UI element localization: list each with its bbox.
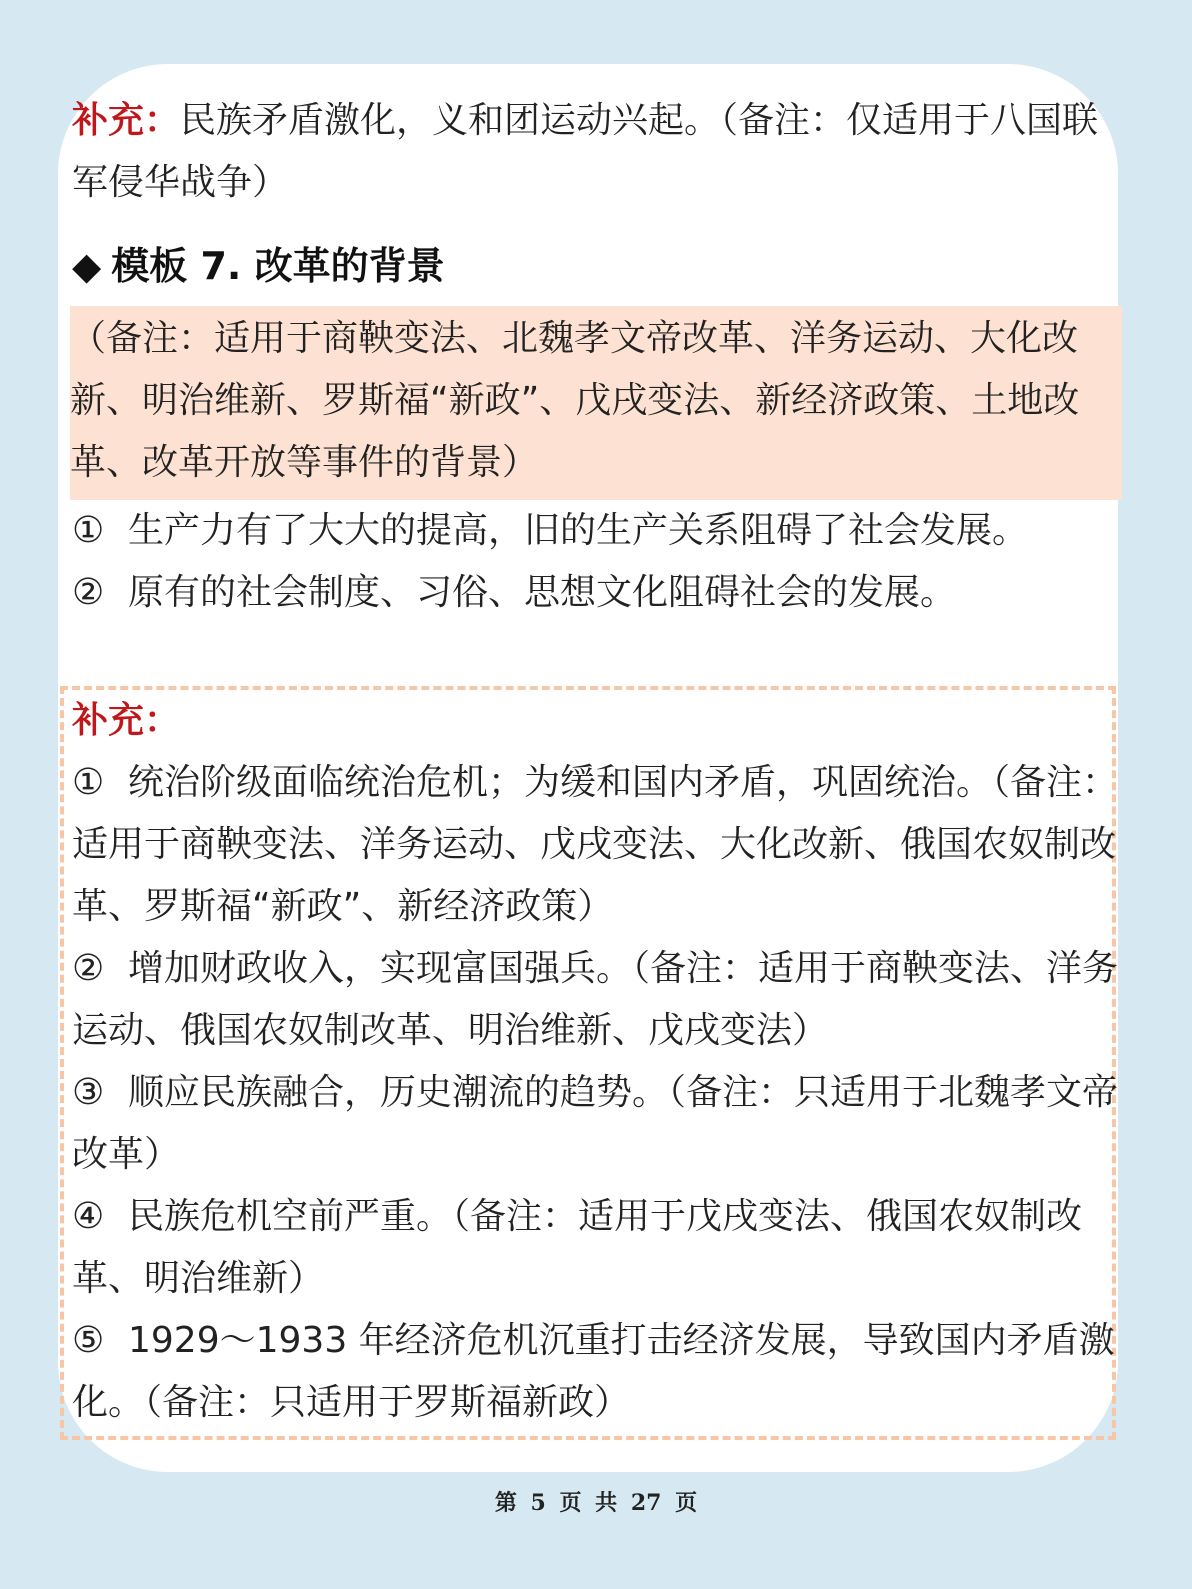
item-text: 顺应民族融合，历史潮流的趋势。（备注：只适用于北魏孝文帝改革） <box>72 1072 1119 1175</box>
item-number: ③ <box>72 1072 105 1113</box>
list-item <box>72 752 1122 938</box>
item-text: 增加财政收入，实现富国强兵。（备注：适用于商鞅变法、洋务运动、俄国农奴制改革、明治维新、戊戌变法） <box>72 948 1119 1051</box>
item-text: 原有的社会制度、习俗、思想文化阻碍社会的发展。 <box>128 572 957 613</box>
list-item <box>72 562 1122 624</box>
list-item <box>72 500 1122 562</box>
page-number: 第 5 页 共 27 页 <box>494 1490 698 1516</box>
supplement-label: 补充： <box>72 100 181 141</box>
list-item <box>72 1186 1122 1310</box>
diamond-icon: ◆ <box>72 244 102 288</box>
main-content <box>72 90 1122 624</box>
supplement-text: 民族矛盾激化，义和团运动兴起。（备注：仅适用于八国联军侵华战争） <box>72 100 1099 203</box>
item-text: 统治阶级面临统治危机；为缓和国内矛盾，巩固统治。（备注：适用于商鞅变法、洋务运动、戊戌变法、大化改新、俄国农奴制改革、罗斯福“新政”、新经济政策） <box>72 762 1119 927</box>
section-heading <box>72 238 1122 294</box>
note-text: （备注：适用于商鞅变法、北魏孝文帝改革、洋务运动、大化改新、明治维新、罗斯福“新政”、戊戌变法、新经济政策、土地改革、改革开放等事件的背景） <box>70 318 1080 483</box>
item-number: ④ <box>72 1196 105 1237</box>
top-supplement <box>72 90 1122 214</box>
supplement-box-label: 补充： <box>72 700 181 741</box>
item-number: ① <box>72 510 105 551</box>
list-item <box>72 938 1122 1062</box>
item-number: ⑤ <box>72 1320 105 1361</box>
list-item <box>72 1062 1122 1186</box>
supplement-content <box>72 690 1122 1434</box>
item-number: ① <box>72 762 105 803</box>
list-item <box>72 1310 1122 1434</box>
item-text: 1929～1933 年经济危机沉重打击经济发展，导致国内矛盾激化。（备注：只适用于罗斯福新政） <box>72 1320 1115 1423</box>
item-number: ② <box>72 572 105 613</box>
section-title: 模板 7. 改革的背景 <box>111 244 445 288</box>
item-text: 民族危机空前严重。（备注：适用于戊戌变法、俄国农奴制改革、明治维新） <box>72 1196 1083 1299</box>
item-text: 生产力有了大大的提高，旧的生产关系阻碍了社会发展。 <box>128 510 1029 551</box>
item-number: ② <box>72 948 105 989</box>
note-highlight <box>70 306 1122 500</box>
